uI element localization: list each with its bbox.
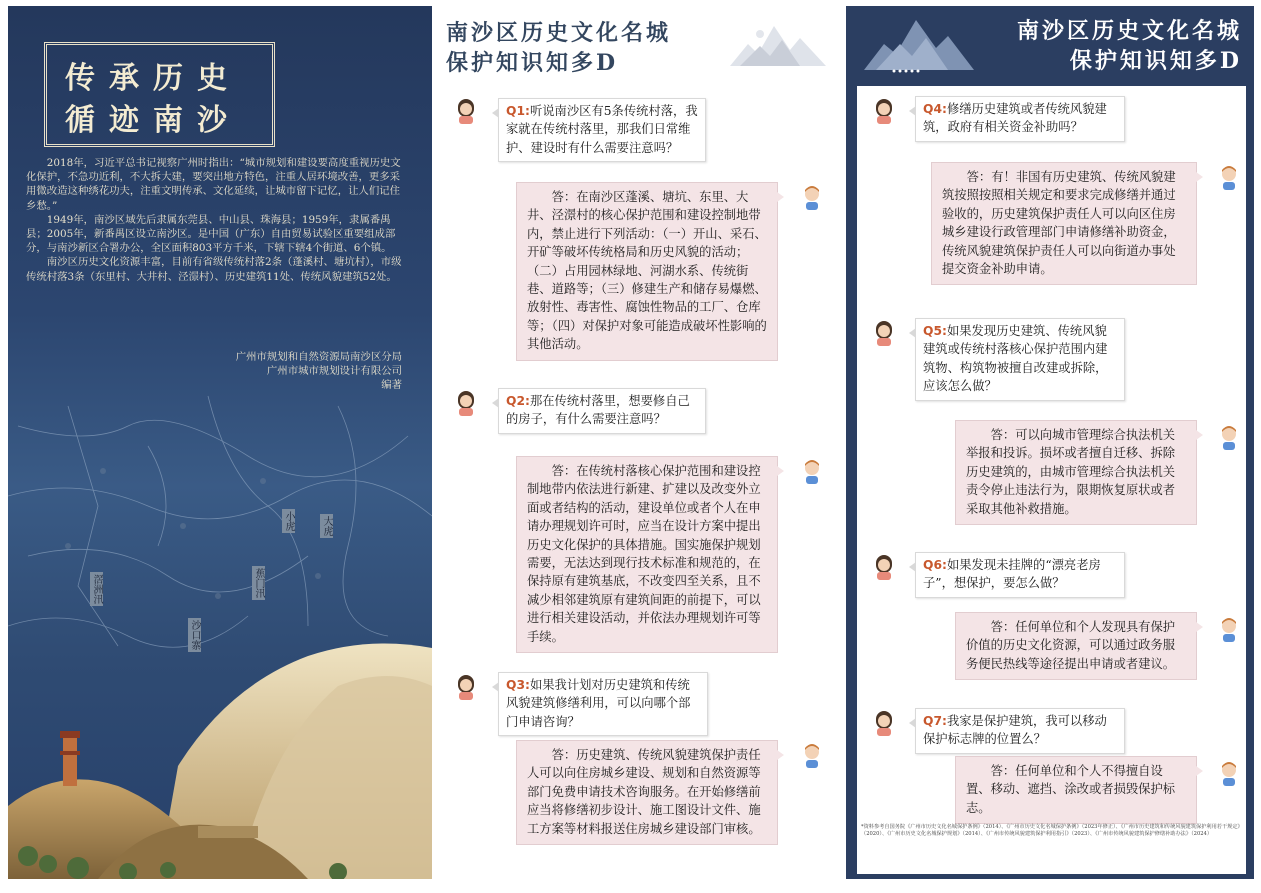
title-line-1: 传承历史 [65, 61, 241, 96]
question-bubble [915, 708, 1125, 754]
question-text: 听说南沙区有5条传统村落，我家就在传统村落里，那我们日常维护、建设时有什么需要注意吗？ [506, 104, 698, 155]
mountain-icon [864, 10, 974, 76]
question-text: 如果发现历史建筑、传统风貌建筑或传统村落核心保护范围内建筑物、构筑物被擅自改建或拆除，应该怎么做？ [923, 324, 1108, 394]
faq-panel-1 [432, 6, 836, 879]
panel-title-line: 南沙区历史文化名城 [1016, 18, 1242, 44]
question-number: Q4: [923, 102, 947, 116]
girl-avatar-icon [874, 554, 894, 580]
boy-avatar-icon [1219, 164, 1239, 190]
question-bubble [915, 552, 1125, 598]
question-bubble [498, 388, 706, 434]
author-line: 广州市规划和自然资源局南沙区分局 [235, 351, 402, 363]
author-credit [236, 350, 402, 392]
intro-text [26, 156, 408, 284]
map-label: 滘洲汛 [91, 574, 102, 604]
boy-avatar-icon [1219, 760, 1239, 786]
mountain-icon [730, 16, 826, 72]
references-footnote: *资料参考自国务院《广州市历史文化名城保护条例》（2014）、《广州市历史文化名城保护条例》（2023年修正）、《广州市历史建筑和传统风貌建筑保护利用若干规定》（2020）、《广州市历史文化名城保护规划》（2014）、《广州市传统风貌建筑保护利用指引》（2023）、《广州市传统风貌建筑保护修缮补助办法》（2024） [861, 824, 1243, 837]
answer-bubble: 答：历史建筑、传统风貌建筑保护责任人可以向住房城乡建设、规划和自然资源等部门免费申请技术咨询服务。在开始修缮前应当将修缮初步设计、施工图设计文件、施工方案等材料报送住房城乡建设部门审核。 [516, 740, 778, 845]
intro-paragraph: 南沙区历史文化资源丰富，目前有省级传统村落2条（蓬溪村、塘坑村），市级传统村落3条（东里村、大井村、泾澋村）、历史建筑11处、传统风貌建筑52处。 [26, 256, 402, 283]
map-label: 沙口寨 [189, 620, 200, 650]
intro-panel [8, 6, 432, 879]
intro-paragraph: 1949年，南沙区域先后隶属东莞县、中山县、珠海县；1959年，隶属番禺县；2005年，新番禺区设立南沙区。是中国（广东）自由贸易试验区重要组成部分，与南沙新区合署办公，全区面积803平方千米，下辖下辖4个街道、6个镇。 [26, 213, 396, 255]
intro-paragraph: 2018年，习近平总书记视察广州时指出：“城市规划和建设要高度重视历史文化保护，不急功近利，不大拆大建，要突出地方特色，注重人居环境改善，更多采用微改造这种绣花功夫，注重文明传承、文化延续，让城市留下记忆，让人们记住乡愁。” [26, 157, 401, 212]
map-label: 蕉门汛 [253, 568, 264, 598]
panel-title [1017, 16, 1242, 76]
question-number: Q7: [923, 714, 947, 728]
question-bubble [498, 672, 708, 736]
girl-avatar-icon [874, 320, 894, 346]
question-number: Q2: [506, 394, 530, 408]
panel-title-line: 保护知识知多D [446, 50, 619, 76]
boy-avatar-icon [1219, 424, 1239, 450]
answer-bubble: 答：可以向城市管理综合执法机关举报和投诉。损坏或者擅自迁移、拆除历史建筑的，由城市管理综合执法机关责令停止违法行为，限期恢复原状或者采取其他补救措施。 [955, 420, 1197, 525]
question-text: 我家是保护建筑，我可以移动保护标志牌的位置么？ [923, 714, 1107, 747]
answer-bubble: 答：任何单位和个人发现具有保护价值的历史文化资源，可以通过政务服务便民热线等途径提出申请或者建议。 [955, 612, 1197, 680]
question-number: Q5: [923, 324, 947, 338]
answer-bubble: 答：任何单位和个人不得擅自设置、移动、遮挡、涂改或者损毁保护标志。 [955, 756, 1197, 824]
panel-title [446, 18, 671, 78]
question-bubble [915, 318, 1125, 401]
question-bubble [498, 98, 706, 162]
girl-avatar-icon [874, 710, 894, 736]
question-text: 如果我计划对历史建筑和传统风貌建筑修缮利用，可以向哪个部门申请咨询？ [506, 678, 691, 729]
answer-bubble: 答：有！非国有历史建筑、传统风貌建筑按照按照相关规定和要求完成修缮并通过验收的，历史建筑保护责任人可以向区住房城乡建设行政管理部门申请修缮补助资金，传统风貌建筑保护责任人可以向街道办事处提交资金补助申请。 [931, 162, 1197, 285]
question-number: Q3: [506, 678, 530, 692]
answer-bubble: 答：在传统村落核心保护范围和建设控制地带内依法进行新建、扩建以及改变外立面或者结构的活动，建设单位或者个人在申请办理规划许可时，应当在设计方案中提出历史文化保护的具体措施。国实施保护规划需要，无法达到现行技术标准和规范的，在保持原有建筑基底，不改变四至关系，且不减少相邻建筑原有建筑间距的前提下，可以进行相关建设活动，并依法办理规划许可等手续。 [516, 456, 778, 653]
girl-avatar-icon [456, 674, 476, 700]
girl-avatar-icon [456, 98, 476, 124]
boy-avatar-icon [1219, 616, 1239, 642]
panel-title-line: 保护知识知多D [1069, 48, 1242, 74]
faq-content [857, 86, 1246, 874]
question-text: 如果发现未挂牌的“漂亮老房子”，想保护，要怎么做？ [923, 558, 1101, 591]
boy-avatar-icon [802, 458, 822, 484]
question-bubble [915, 96, 1125, 142]
question-text: 修缮历史建筑或者传统风貌建筑，政府有相关资金补助吗？ [923, 102, 1107, 135]
question-text: 那在传统村落里，想要修自己的房子，有什么需要注意吗？ [506, 394, 690, 427]
boy-avatar-icon [802, 742, 822, 768]
answer-bubble: 答：在南沙区蓬溪、塘坑、东里、大井、泾澋村的核心保护范围和建设控制地带内，禁止进行下列活动：（一）开山、采石、开矿等破坏传统格局和历史风貌的活动；（二）占用园林绿地、河湖水系、传统街巷、道路等；（三）修建生产和储存易爆燃、放射性、毒害性、腐蚀性物品的工厂、仓库等；（四）对保护对象可能造成破坏性影响的其他活动。 [516, 182, 778, 361]
girl-avatar-icon [456, 390, 476, 416]
girl-avatar-icon [874, 98, 894, 124]
question-number: Q1: [506, 104, 530, 118]
title-line-2: 循迹南沙 [65, 103, 241, 138]
map-label: 小虎 [283, 511, 294, 531]
faq-panel-2 [846, 6, 1254, 879]
map-label: 大虎 [321, 516, 332, 536]
title-box [44, 42, 275, 147]
panel-title-line: 南沙区历史文化名城 [446, 20, 672, 46]
historic-map-illustration [8, 386, 432, 879]
boy-avatar-icon [802, 184, 822, 210]
author-line: 广州市城市规划设计有限公司 [266, 365, 402, 377]
question-number: Q6: [923, 558, 947, 572]
author-line: 编著 [381, 379, 402, 391]
